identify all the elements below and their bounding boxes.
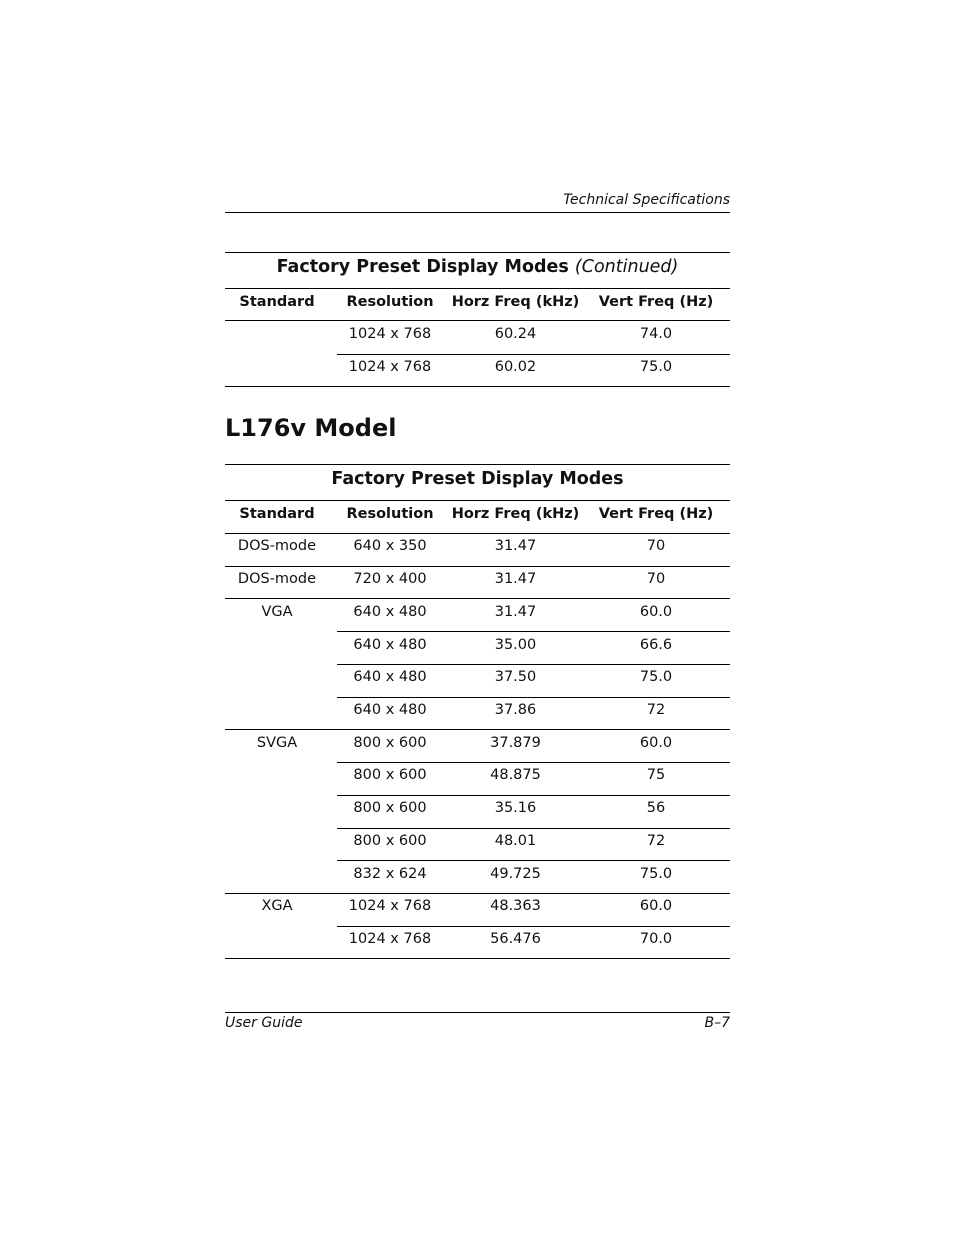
row-rule [337,664,730,665]
table-bottom-rule [225,386,730,387]
horz-freq-cell: 60.02 [494,359,537,375]
row-rule [337,795,730,796]
table-rule [225,500,730,501]
table-top-rule [225,464,730,465]
vert-freq-cell: 75 [646,767,666,783]
vert-freq-cell: 70 [646,571,666,587]
row-rule [337,697,730,698]
running-header: Technical Specifications [563,192,730,208]
resolution-cell: 1024 x 768 [348,898,432,914]
row-rule [337,860,730,861]
column-header-resolution: Resolution [346,506,434,522]
table-title-text: Factory Preset Display Modes [276,257,569,277]
standard-cell: SVGA [256,735,298,751]
horz-freq-cell: 31.47 [494,571,537,587]
resolution-cell: 640 x 480 [353,669,427,685]
row-rule [337,762,730,763]
row-rule [225,598,730,599]
vert-freq-cell: 70.0 [639,931,673,947]
column-header-vert-freq: Vert Freq (Hz) [598,294,714,310]
row-rule [225,729,730,730]
section-title: L176v Model [225,414,397,442]
resolution-cell: 640 x 350 [353,538,427,554]
row-rule [337,354,730,355]
page-number: B–7 [704,1015,730,1031]
header-rule [225,212,730,213]
column-header-horz-freq: Horz Freq (kHz) [451,506,580,522]
standard-cell: VGA [261,604,293,620]
standard-cell: DOS-mode [237,571,317,587]
horz-freq-cell: 37.879 [490,735,541,751]
table-title [225,256,730,278]
vert-freq-cell: 66.6 [639,637,673,653]
row-rule [225,893,730,894]
vert-freq-cell: 75.0 [639,359,673,375]
vert-freq-cell: 56 [646,800,666,816]
vert-freq-cell: 60.0 [639,735,673,751]
vert-freq-cell: 75.0 [639,866,673,882]
row-rule [337,926,730,927]
standard-cell: DOS-mode [237,538,317,554]
column-header-resolution: Resolution [346,294,434,310]
column-header-standard: Standard [239,294,315,310]
horz-freq-cell: 31.47 [494,538,537,554]
resolution-cell: 640 x 480 [353,702,427,718]
footer-doc-title: User Guide [225,1015,303,1031]
resolution-cell: 800 x 600 [353,800,427,816]
column-header-horz-freq: Horz Freq (kHz) [451,294,580,310]
horz-freq-cell: 31.47 [494,604,537,620]
resolution-cell: 640 x 480 [353,604,427,620]
horz-freq-cell: 35.16 [494,800,537,816]
vert-freq-cell: 74.0 [639,326,673,342]
resolution-cell: 1024 x 768 [348,326,432,342]
header-bottom-rule [225,320,730,321]
table-bottom-rule [225,958,730,959]
horz-freq-cell: 35.00 [494,637,537,653]
table-title-continued: (Continued) [574,257,679,277]
resolution-cell: 800 x 600 [353,735,427,751]
resolution-cell: 720 x 400 [353,571,427,587]
horz-freq-cell: 37.50 [494,669,537,685]
horz-freq-cell: 56.476 [490,931,541,947]
table-title: Factory Preset Display Modes [331,469,624,489]
vert-freq-cell: 72 [646,833,666,849]
vert-freq-cell: 60.0 [639,898,673,914]
resolution-cell: 1024 x 768 [348,359,432,375]
row-rule [337,631,730,632]
resolution-cell: 800 x 600 [353,767,427,783]
vert-freq-cell: 70 [646,538,666,554]
horz-freq-cell: 48.01 [494,833,537,849]
horz-freq-cell: 48.875 [490,767,541,783]
horz-freq-cell: 37.86 [494,702,537,718]
column-header-vert-freq: Vert Freq (Hz) [598,506,714,522]
horz-freq-cell: 49.725 [490,866,541,882]
horz-freq-cell: 60.24 [494,326,537,342]
vert-freq-cell: 72 [646,702,666,718]
resolution-cell: 832 x 624 [353,866,427,882]
table-rule [225,288,730,289]
resolution-cell: 1024 x 768 [348,931,432,947]
row-rule [337,828,730,829]
table-top-rule [225,252,730,253]
vert-freq-cell: 75.0 [639,669,673,685]
horz-freq-cell: 48.363 [490,898,541,914]
resolution-cell: 800 x 600 [353,833,427,849]
resolution-cell: 640 x 480 [353,637,427,653]
column-header-standard: Standard [239,506,315,522]
header-bottom-rule [225,533,730,534]
vert-freq-cell: 60.0 [639,604,673,620]
standard-cell: XGA [261,898,293,914]
row-rule [225,566,730,567]
